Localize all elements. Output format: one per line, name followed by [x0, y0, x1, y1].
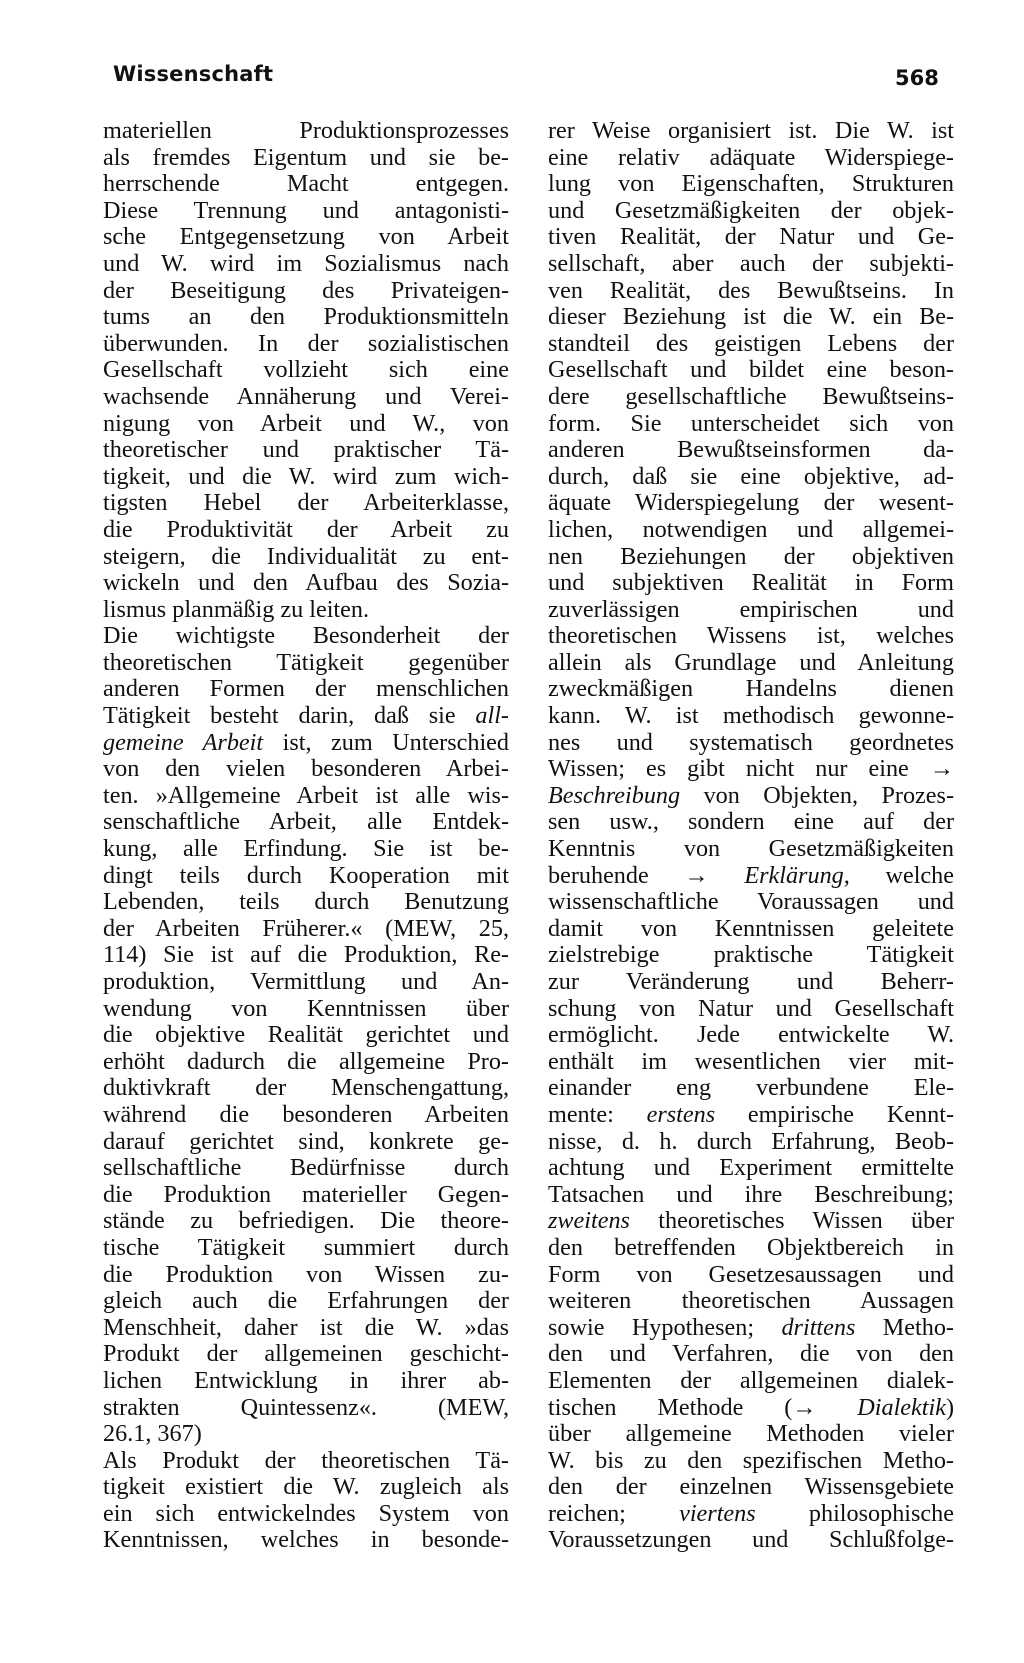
line-text: Produkt der allgemeinen geschicht-	[103, 1340, 509, 1368]
text-line	[548, 730, 954, 757]
line-text: einander eng verbundene Ele-	[548, 1074, 954, 1102]
text-line	[103, 783, 509, 810]
text-line	[103, 1501, 509, 1528]
line-text: der Arbeiten Früherer.« (MEW, 25,	[103, 914, 509, 942]
text-line	[548, 1155, 954, 1182]
text-line	[103, 969, 509, 996]
text-line	[548, 1474, 954, 1501]
page-number: 568	[895, 66, 939, 90]
line-text: theoretischen Tätigkeit gegenüber	[103, 648, 509, 676]
text-line	[103, 118, 509, 145]
line-text: über allgemeine Methoden vieler	[548, 1420, 954, 1448]
text-line	[548, 464, 954, 491]
text-line	[548, 996, 954, 1023]
text-line	[548, 650, 954, 677]
line-text: Wissen; es gibt nicht nur eine →	[548, 755, 954, 783]
line-tail: theoretisches Wissen über	[629, 1207, 954, 1235]
text-line	[548, 411, 954, 438]
line-text: wendung von Kenntnissen über	[103, 994, 509, 1022]
text-line	[548, 1208, 954, 1235]
line-text: tiven Realität, der Natur und Ge-	[548, 223, 954, 251]
line-text: äquate Widerspiegelung der wesent-	[548, 489, 954, 517]
line-text: sellschaftliche Bedürfnisse durch	[103, 1154, 509, 1182]
line-text: und subjektiven Realität in Form	[548, 569, 954, 597]
text-line	[103, 570, 509, 597]
line-text: allein als Grundlage und Anleitung	[548, 648, 954, 676]
line-text: Lebenden, teils durch Benutzung	[103, 888, 509, 916]
text-line	[548, 118, 954, 145]
text-line	[103, 1448, 509, 1475]
italic-term: gemeine Arbeit	[103, 728, 264, 756]
text-line	[548, 198, 954, 225]
line-text: lichen Entwicklung in ihrer ab-	[103, 1366, 509, 1394]
line-text: W. bis zu den spezifischen Metho-	[548, 1446, 954, 1474]
line-text: materiellen Produktionsprozesses	[103, 117, 509, 144]
text-line	[548, 1049, 954, 1076]
text-line	[103, 996, 509, 1023]
text-line	[103, 517, 509, 544]
line-tail: ist, zum Unterschied	[263, 728, 510, 756]
line-text: die Produktion von Wissen zu-	[103, 1260, 509, 1288]
text-line	[548, 597, 954, 624]
line-text: zur Veränderung und Beherr-	[548, 968, 954, 995]
line-text: tigkeit, und die W. wird zum wich-	[103, 462, 509, 490]
text-line	[548, 969, 954, 996]
italic-term: erstens	[613, 1100, 716, 1128]
line-text: produktion, Vermittlung und An-	[103, 968, 509, 995]
italic-term: Beschreibung	[548, 781, 681, 809]
line-text: schung von Natur und Gesellschaft	[548, 994, 954, 1022]
line-text: Menschheit, daher ist die W. »das	[103, 1313, 509, 1341]
text-line	[103, 650, 509, 677]
line-text: Kenntnissen, welches in besonde-	[103, 1526, 509, 1554]
line-text: sen usw., sondern eine auf der	[548, 808, 954, 836]
line-text: sche Entgegensetzung von Arbeit	[103, 223, 509, 251]
text-line	[103, 411, 509, 438]
line-tail: Metho-	[855, 1313, 954, 1341]
text-line	[548, 1448, 954, 1475]
text-line	[548, 836, 954, 863]
italic-term: Erklärung,	[708, 861, 850, 889]
text-line	[103, 331, 509, 358]
line-text: tigsten Hebel der Arbeiterklasse,	[103, 489, 509, 517]
line-text: kung, alle Erfindung. Sie ist be-	[103, 835, 509, 863]
text-line	[103, 1262, 509, 1289]
line-text: achtung und Experiment ermittelte	[548, 1154, 954, 1182]
line-text: ven Realität, des Bewußtseins. In	[548, 276, 954, 304]
text-line	[548, 1395, 954, 1422]
text-line	[548, 304, 954, 331]
line-text: Voraussetzungen und Schlußfolge-	[548, 1526, 954, 1554]
text-line	[103, 623, 509, 650]
text-line	[548, 357, 954, 384]
line-text: standteil des geistigen Lebens der	[548, 329, 954, 357]
line-text: theoretischen Wissens ist, welches	[548, 622, 954, 650]
text-line	[548, 544, 954, 571]
line-text: tums an den Produktionsmitteln	[103, 303, 509, 331]
line-text: form. Sie unterscheidet sich von	[548, 409, 954, 437]
text-line	[548, 1075, 954, 1102]
text-line	[548, 623, 954, 650]
text-line	[548, 1368, 954, 1395]
text-line	[548, 1102, 954, 1129]
line-text: ermöglicht. Jede entwickelte W.	[548, 1021, 954, 1049]
line-text: kann. W. ist methodisch gewonne-	[548, 702, 954, 730]
line-text: nen Beziehungen der objektiven	[548, 542, 954, 570]
text-line	[103, 1527, 509, 1554]
line-text: Als Produkt der theoretischen Tä-	[103, 1446, 509, 1474]
line-text: reichen;	[548, 1499, 626, 1527]
text-line	[548, 437, 954, 464]
line-text: enthält im wesentlichen vier mit-	[548, 1047, 954, 1075]
text-line	[548, 1501, 954, 1528]
line-text: mente:	[548, 1100, 614, 1128]
text-line	[548, 1527, 954, 1554]
text-line	[103, 889, 509, 916]
text-line	[103, 1049, 509, 1076]
text-line	[103, 1022, 509, 1049]
text-line	[103, 544, 509, 571]
line-text: rer Weise organisiert ist. Die W. ist	[548, 117, 954, 144]
italic-term: zweitens	[548, 1207, 630, 1235]
text-line	[548, 1129, 954, 1156]
text-line	[103, 145, 509, 172]
line-text: die objektive Realität gerichtet und	[103, 1021, 509, 1049]
text-line	[103, 490, 509, 517]
line-text: Tatsachen und ihre Beschreibung;	[548, 1180, 954, 1208]
line-text: sowie Hypothesen;	[548, 1313, 755, 1341]
line-tail: )	[945, 1393, 954, 1421]
text-line	[103, 1421, 509, 1448]
line-text: den der einzelnen Wissensgebiete	[548, 1473, 954, 1501]
text-line	[103, 1208, 509, 1235]
text-line	[548, 1182, 954, 1209]
line-text: Gesellschaft und bildet eine beson-	[548, 356, 954, 384]
text-line	[103, 942, 509, 969]
line-text: strakten Quintessenz«. (MEW,	[103, 1393, 509, 1421]
text-line	[548, 570, 954, 597]
line-text: anderen Formen der menschlichen	[103, 675, 509, 703]
text-line	[548, 676, 954, 703]
text-line	[103, 171, 509, 198]
running-head: Wissenschaft	[113, 62, 274, 86]
text-line	[103, 916, 509, 943]
text-line	[548, 384, 954, 411]
line-text: nisse, d. h. durch Erfahrung, Beob-	[548, 1127, 954, 1155]
text-line	[103, 676, 509, 703]
text-line	[548, 1022, 954, 1049]
text-line	[548, 145, 954, 172]
line-text: die Produktion materieller Gegen-	[103, 1180, 509, 1208]
line-text: während die besonderen Arbeiten	[103, 1100, 509, 1128]
line-text: 114) Sie ist auf die Produktion, Re-	[103, 941, 509, 969]
text-line	[103, 1368, 509, 1395]
text-line	[103, 304, 509, 331]
line-text: zuverlässigen empirischen und	[548, 595, 954, 623]
text-line	[103, 597, 509, 624]
line-text: und W. wird im Sozialismus nach	[103, 249, 509, 277]
text-line	[103, 809, 509, 836]
text-line	[548, 756, 954, 783]
line-text: zweckmäßigen Handelns dienen	[548, 675, 954, 703]
text-line	[103, 1395, 509, 1422]
line-text: Form von Gesetzesaussagen und	[548, 1260, 954, 1288]
line-text: Tätigkeit besteht darin, daß sie	[103, 702, 456, 730]
line-text: senschaftliche Arbeit, alle Entdek-	[103, 808, 509, 836]
text-line	[103, 836, 509, 863]
line-text: durch, daß sie eine objektive, ad-	[548, 462, 954, 490]
italic-term: Dialektik	[816, 1393, 946, 1421]
text-line	[548, 278, 954, 305]
text-line	[103, 1075, 509, 1102]
line-text: lichen, notwendigen und allgemei-	[548, 515, 954, 543]
line-text: tischen Methode (→	[548, 1393, 817, 1421]
line-text: lung von Eigenschaften, Strukturen	[548, 170, 954, 198]
line-text: dere gesellschaftliche Bewußtseins-	[548, 382, 954, 410]
line-text: theoretischer und praktischer Tä-	[103, 436, 509, 464]
line-text: Elementen der allgemeinen dialek-	[548, 1366, 954, 1394]
italic-term: viertens	[625, 1499, 756, 1527]
text-line	[548, 942, 954, 969]
line-text: nigung von Arbeit und W., von	[103, 409, 509, 437]
line-text: nes und systematisch geordnetes	[548, 728, 954, 756]
text-line	[103, 224, 509, 251]
text-line	[103, 863, 509, 890]
text-line	[103, 357, 509, 384]
text-line	[103, 1315, 509, 1342]
text-line	[103, 703, 509, 730]
line-text: darauf gerichtet sind, konkrete ge-	[103, 1127, 509, 1155]
text-line	[103, 437, 509, 464]
line-text: wickeln und den Aufbau des Sozia-	[103, 569, 509, 597]
line-text: stände zu befriedigen. Die theore-	[103, 1207, 509, 1235]
text-line	[548, 1315, 954, 1342]
text-line	[548, 916, 954, 943]
line-text: ein sich entwickelndes System von	[103, 1499, 509, 1527]
line-text: die Produktivität der Arbeit zu	[103, 515, 509, 543]
right-text-column	[548, 118, 954, 1554]
text-line	[548, 331, 954, 358]
text-line	[548, 171, 954, 198]
text-line	[103, 730, 509, 757]
line-text: der Beseitigung des Privateigen-	[103, 276, 509, 304]
line-text: Kenntnis von Gesetzmäßigkeiten	[548, 835, 954, 863]
line-text: beruhende →	[548, 861, 709, 889]
line-text: als fremdes Eigentum und sie be-	[103, 143, 509, 171]
text-line	[548, 1235, 954, 1262]
line-text: anderen Bewußtseinsformen da-	[548, 436, 954, 464]
text-line	[548, 1262, 954, 1289]
text-line	[548, 703, 954, 730]
line-text: und Gesetzmäßigkeiten der objek-	[548, 196, 954, 224]
text-line	[548, 1421, 954, 1448]
line-text: Die wichtigste Besonderheit der	[103, 622, 509, 650]
text-line	[548, 224, 954, 251]
text-line	[548, 809, 954, 836]
text-line	[103, 278, 509, 305]
left-text-column	[103, 118, 509, 1554]
line-tail: welche	[849, 861, 954, 889]
text-line	[103, 1182, 509, 1209]
line-tail: von Objekten, Prozes-	[680, 781, 954, 809]
line-text: damit von Kenntnissen geleitete	[548, 914, 954, 942]
line-text: dieser Beziehung ist die W. ein Be-	[548, 303, 954, 331]
line-text: den betreffenden Objektbereich in	[548, 1233, 954, 1261]
text-line	[548, 251, 954, 278]
text-line	[548, 863, 954, 890]
line-text: weiteren theoretischen Aussagen	[548, 1287, 954, 1315]
line-text: steigern, die Individualität zu ent-	[103, 542, 509, 570]
line-text: den und Verfahren, die von den	[548, 1340, 954, 1368]
line-text: ten. »Allgemeine Arbeit ist alle wis-	[103, 781, 509, 809]
line-text: Diese Trennung und antagonisti-	[103, 196, 509, 224]
line-text: eine relativ adäquate Widerspiege-	[548, 143, 954, 171]
line-tail: philosophische	[755, 1499, 954, 1527]
text-line	[548, 1341, 954, 1368]
italic-term: drittens	[754, 1313, 856, 1341]
line-text: wachsende Annäherung und Verei-	[103, 382, 509, 410]
line-text: duktivkraft der Menschengattung,	[103, 1074, 509, 1102]
text-line	[103, 198, 509, 225]
text-line	[103, 756, 509, 783]
line-text: Gesellschaft vollzieht sich eine	[103, 356, 509, 384]
text-line	[103, 1474, 509, 1501]
line-text: tische Tätigkeit summiert durch	[103, 1233, 509, 1261]
line-text: überwunden. In der sozialistischen	[103, 329, 509, 357]
text-line	[103, 1155, 509, 1182]
line-text: zielstrebige praktische Tätigkeit	[548, 941, 954, 969]
line-text: 26.1, 367)	[103, 1420, 202, 1448]
text-line	[548, 1288, 954, 1315]
line-text: dingt teils durch Kooperation mit	[103, 861, 509, 889]
line-text: von den vielen besonderen Arbei-	[103, 755, 509, 783]
line-text: erhöht dadurch die allgemeine Pro-	[103, 1047, 509, 1075]
text-line	[103, 1102, 509, 1129]
text-line	[548, 889, 954, 916]
text-line	[103, 1341, 509, 1368]
text-line	[103, 1235, 509, 1262]
line-text: lismus planmäßig zu leiten.	[103, 595, 370, 623]
line-text: sellschaft, aber auch der subjekti-	[548, 249, 954, 277]
italic-term: all-	[455, 702, 509, 730]
line-tail: empirische Kennt-	[715, 1100, 954, 1128]
line-text: tigkeit existiert die W. zugleich als	[103, 1473, 509, 1501]
text-line	[103, 1288, 509, 1315]
text-line	[103, 464, 509, 491]
line-text: herrschende Macht entgegen.	[103, 170, 509, 198]
text-line	[548, 783, 954, 810]
line-text: wissenschaftliche Voraussagen und	[548, 888, 954, 916]
line-text: gleich auch die Erfahrungen der	[103, 1287, 509, 1315]
text-line	[103, 384, 509, 411]
text-line	[548, 517, 954, 544]
text-line	[103, 1129, 509, 1156]
text-line	[548, 490, 954, 517]
text-line	[103, 251, 509, 278]
